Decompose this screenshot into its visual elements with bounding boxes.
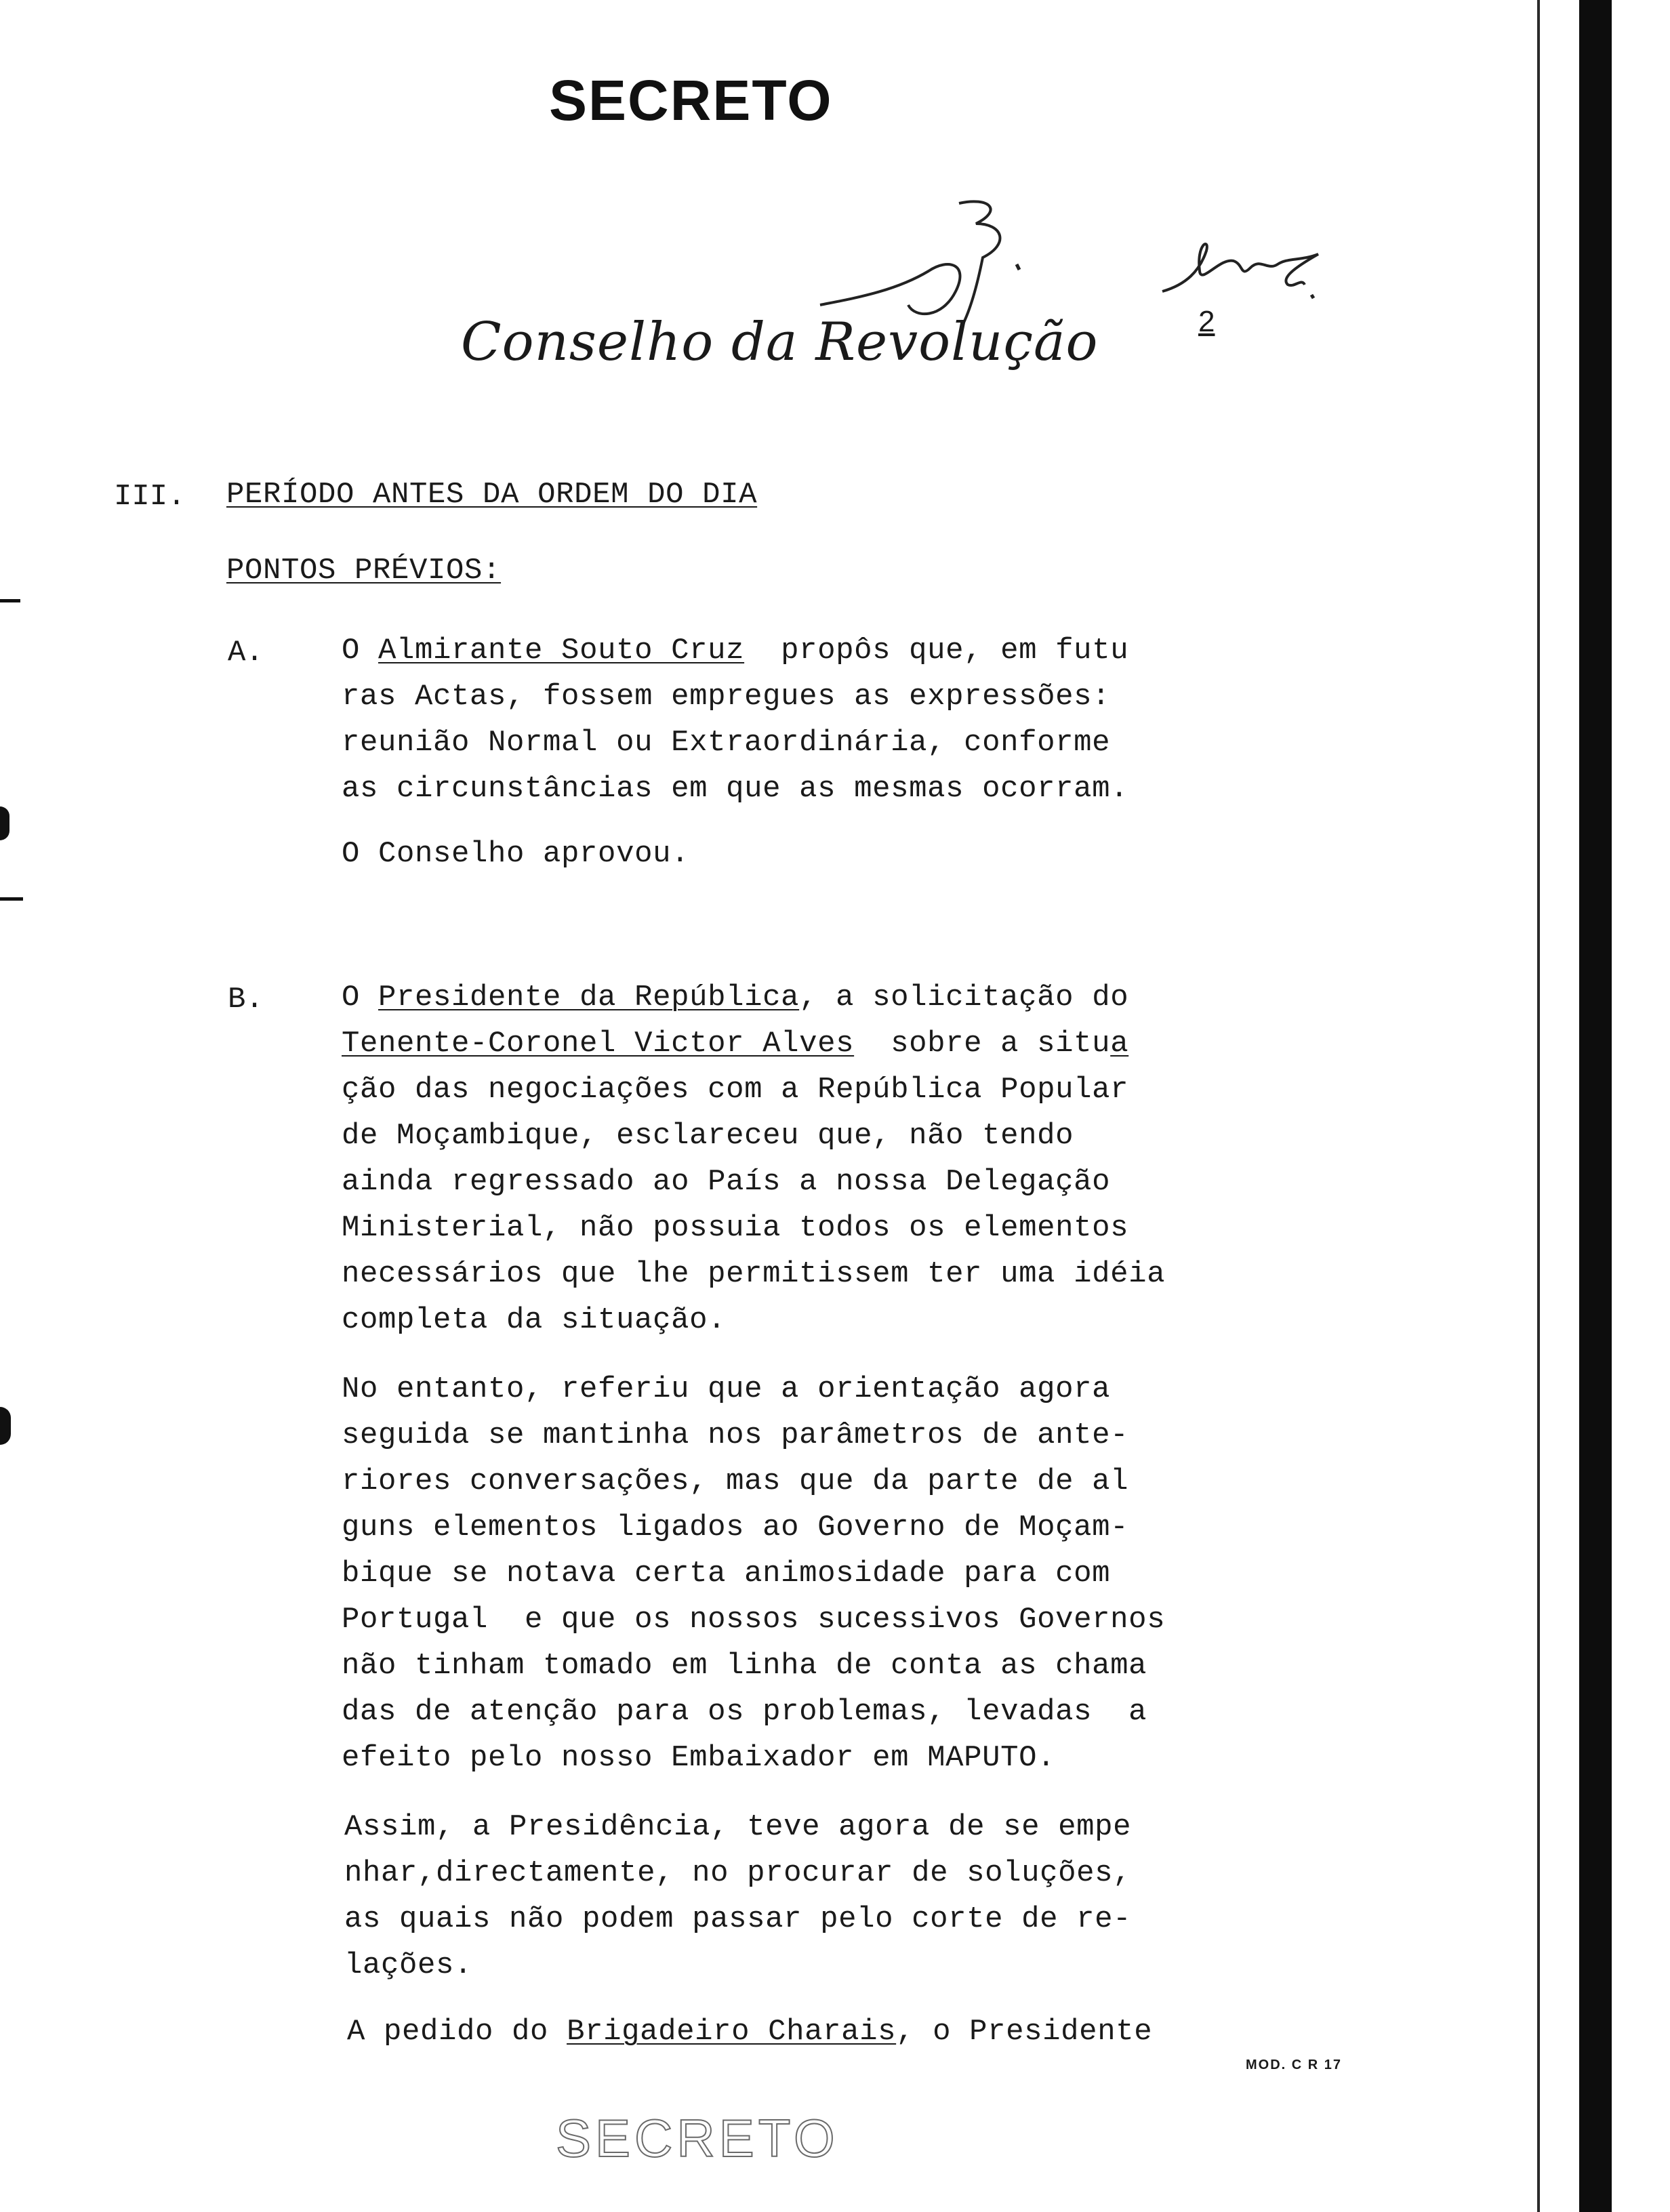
- classification-stamp: SECRETO: [549, 68, 833, 132]
- item-b-p2-line-6: Portugal e que os nossos sucessivos Governos: [342, 1603, 1166, 1637]
- item-b-p4-line-1: [347, 2017, 1152, 2047]
- item-b-label: B.: [228, 983, 264, 1017]
- margin-mark: [0, 599, 20, 602]
- section-numeral: III.: [114, 480, 186, 514]
- punch-hole-mark: [0, 806, 9, 840]
- item-b-p2-line-4: guns elementos ligados ao Governo de Moçam-: [342, 1511, 1129, 1544]
- item-b-line-2-post: sobre a situ: [854, 1027, 1111, 1061]
- item-b-p2-line-3: riores conversações, mas que da parte de al: [342, 1465, 1129, 1498]
- item-b-p1-line-4: de Moçambique, esclareceu que, não tendo: [342, 1119, 1074, 1153]
- item-b-p1-line-6: Ministerial, não possuia todos os elementos: [342, 1211, 1129, 1245]
- punch-hole-mark: [0, 1407, 11, 1445]
- item-a-line-4: as circunstâncias em que as mesmas ocorram.: [342, 772, 1129, 806]
- item-b-p2-line-8: das de atenção para os problemas, levadas a: [342, 1695, 1147, 1729]
- item-b-p4-pre: A pedido do: [347, 2015, 567, 2049]
- item-b-name-victor-alves: Tenente-Coronel Victor Alves: [342, 1027, 855, 1061]
- item-b-p3-line-1: Assim, a Presidência, teve agora de se empe: [344, 1810, 1132, 1844]
- item-b-p1-line-3: ção das negociações com a República Popular: [342, 1073, 1129, 1107]
- item-a-line-1-post: propôs que, em futu: [744, 634, 1129, 668]
- item-b-p4-post: , o Presidente: [896, 2015, 1153, 2049]
- item-b-p2-line-1: No entanto, referiu que a orientação agora: [342, 1372, 1111, 1406]
- item-a-label: A.: [228, 636, 264, 670]
- form-code: MOD. C R 17: [1246, 2057, 1343, 2072]
- item-b-p1-line-8: completa da situação.: [342, 1303, 727, 1337]
- item-b-line-1-post: , a solicitação do: [799, 981, 1129, 1015]
- classification-stamp-footer: SECRETO: [556, 2108, 839, 2168]
- item-b-p1-line-7: necessários que lhe permitissem ter uma idéia: [342, 1257, 1166, 1291]
- item-b-line-2: [342, 1029, 1128, 1059]
- item-b-p3-line-3: as quais não podem passar pelo corte de re-: [344, 1902, 1132, 1936]
- item-b-p2-line-7: não tinham tomado em linha de conta as chama: [342, 1649, 1147, 1683]
- item-b-p1-line-5: ainda regressado ao País a nossa Delegação: [342, 1165, 1111, 1199]
- item-b-p3-line-4: lações.: [344, 1948, 473, 1982]
- handwritten-signature: [1159, 230, 1335, 312]
- item-a-line-3: reunião Normal ou Extraordinária, conforme: [342, 726, 1111, 760]
- item-b-p2-line-2: seguida se mantinha nos parâmetros de ante-: [342, 1418, 1129, 1452]
- item-a-name: Almirante Souto Cruz: [378, 634, 745, 668]
- letterhead: Conselho da Revolução: [461, 312, 1099, 373]
- section-subtitle: PONTOS PRÉVIOS:: [226, 554, 502, 588]
- item-b-p3-line-2: nhar,directamente, no procurar de soluções,: [344, 1856, 1132, 1890]
- item-a-line-1-pre: O: [342, 634, 379, 668]
- page-number: 2: [1198, 305, 1215, 338]
- item-b-p2-line-5: bique se notava certa animosidade para com: [342, 1557, 1111, 1591]
- item-b-line-1-pre: O: [342, 981, 379, 1015]
- item-b-p2-line-9: efeito pelo nosso Embaixador em MAPUTO.: [342, 1741, 1056, 1775]
- binding-fold-line: [1537, 0, 1540, 2212]
- item-b-name-charais: Brigadeiro Charais: [567, 2015, 897, 2049]
- item-b-line-2-end: a: [1110, 1027, 1129, 1061]
- item-b-name-presidente: Presidente da República: [378, 981, 800, 1015]
- binding-edge: [1579, 0, 1612, 2212]
- margin-mark: [0, 897, 23, 901]
- section-title: PERÍODO ANTES DA ORDEM DO DIA: [226, 478, 758, 512]
- item-a-line-5: O Conselho aprovou.: [342, 837, 690, 871]
- item-a-line-2: ras Actas, fossem empregues as expressões:: [342, 680, 1111, 714]
- item-a-line-1: [342, 634, 1129, 668]
- item-b-line-1: [342, 981, 1129, 1015]
